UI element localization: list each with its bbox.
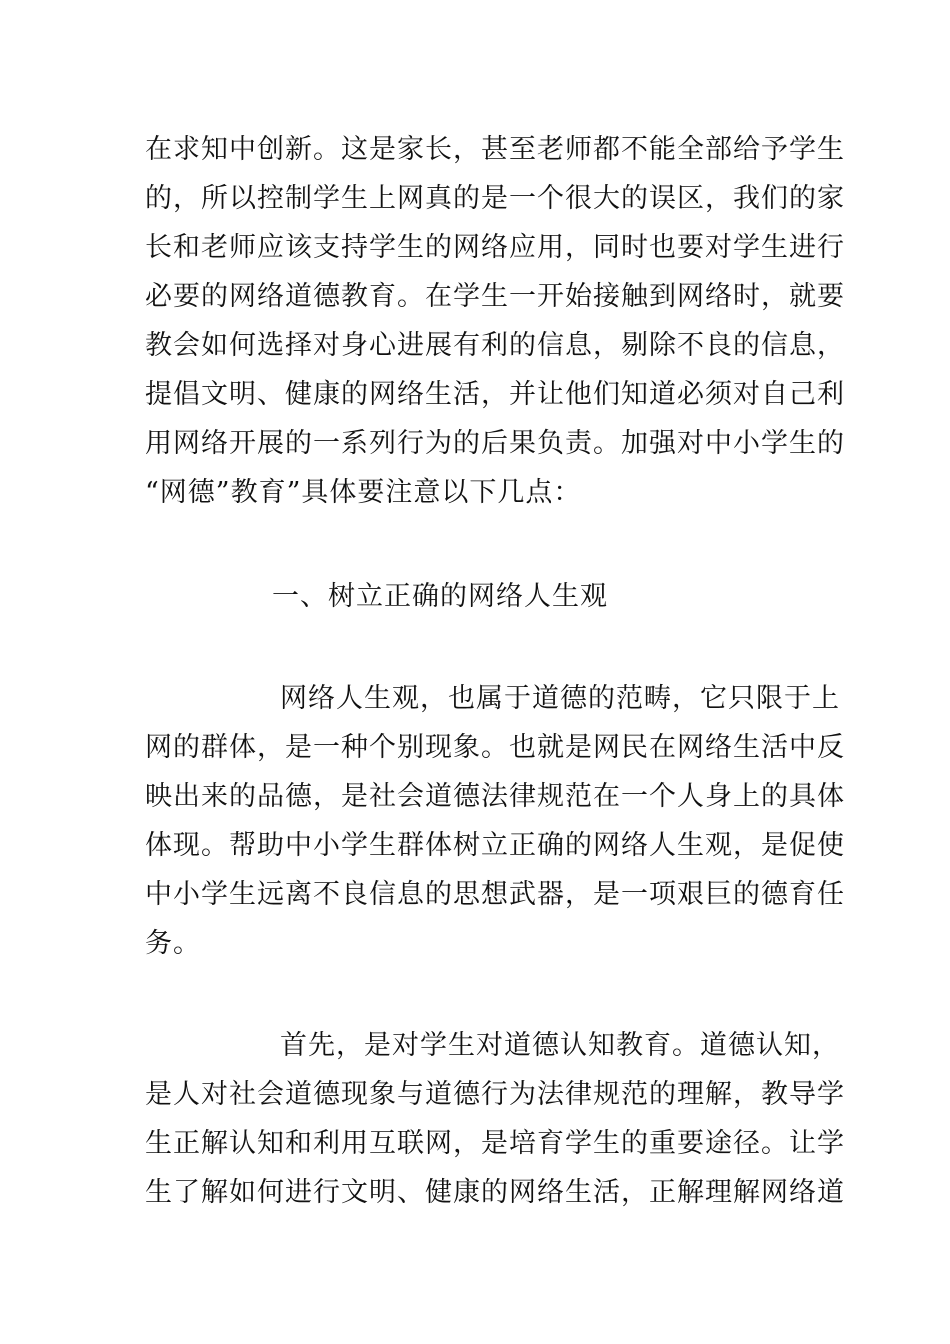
paragraph-line: 的，所以控制学生上网真的是一个很大的误区，我们的家 [145,183,845,214]
paragraph-line: 必要的网络道德教育。在学生一开始接触到网络时，就要 [145,281,845,312]
paragraph-line: 务。 [145,928,201,959]
paragraph-line: 首先，是对学生对道德认知教育。道德认知， [280,1030,840,1061]
paragraph-line: “网德”教育”具体要注意以下几点： [145,477,582,508]
paragraph-line: 在求知中创新。这是家长，甚至老师都不能全部给予学生 [145,134,845,165]
section-heading: 一、树立正确的网络人生观 [272,581,608,612]
paragraph-line: 用网络开展的一系列行为的后果负责。加强对中小学生的 [145,428,845,459]
paragraph-line: 体现。帮助中小学生群体树立正确的网络人生观，是促使 [145,830,845,861]
paragraph-line: 长和老师应该支持学生的网络应用，同时也要对学生进行 [145,232,845,263]
paragraph-line: 提倡文明、健康的网络生活，并让他们知道必须对自己利 [145,379,845,410]
paragraph-line: 中小学生远离不良信息的思想武器，是一项艰巨的德育任 [145,879,845,910]
paragraph-line: 网络人生观，也属于道德的范畴，它只限于上 [280,683,840,714]
paragraph-line: 映出来的品德，是社会道德法律规范在一个人身上的具体 [145,781,845,812]
paragraph-line: 生正解认知和利用互联网，是培育学生的重要途径。让学 [145,1128,845,1159]
paragraph-line: 教会如何选择对身心进展有利的信息，剔除不良的信息， [145,330,845,361]
paragraph-line: 是人对社会道德现象与道德行为法律规范的理解，教导学 [145,1079,845,1110]
paragraph-line: 网的群体，是一种个别现象。也就是网民在网络生活中反 [145,732,845,763]
paragraph-line: 生了解如何进行文明、健康的网络生活，正解理解网络道 [145,1177,845,1208]
